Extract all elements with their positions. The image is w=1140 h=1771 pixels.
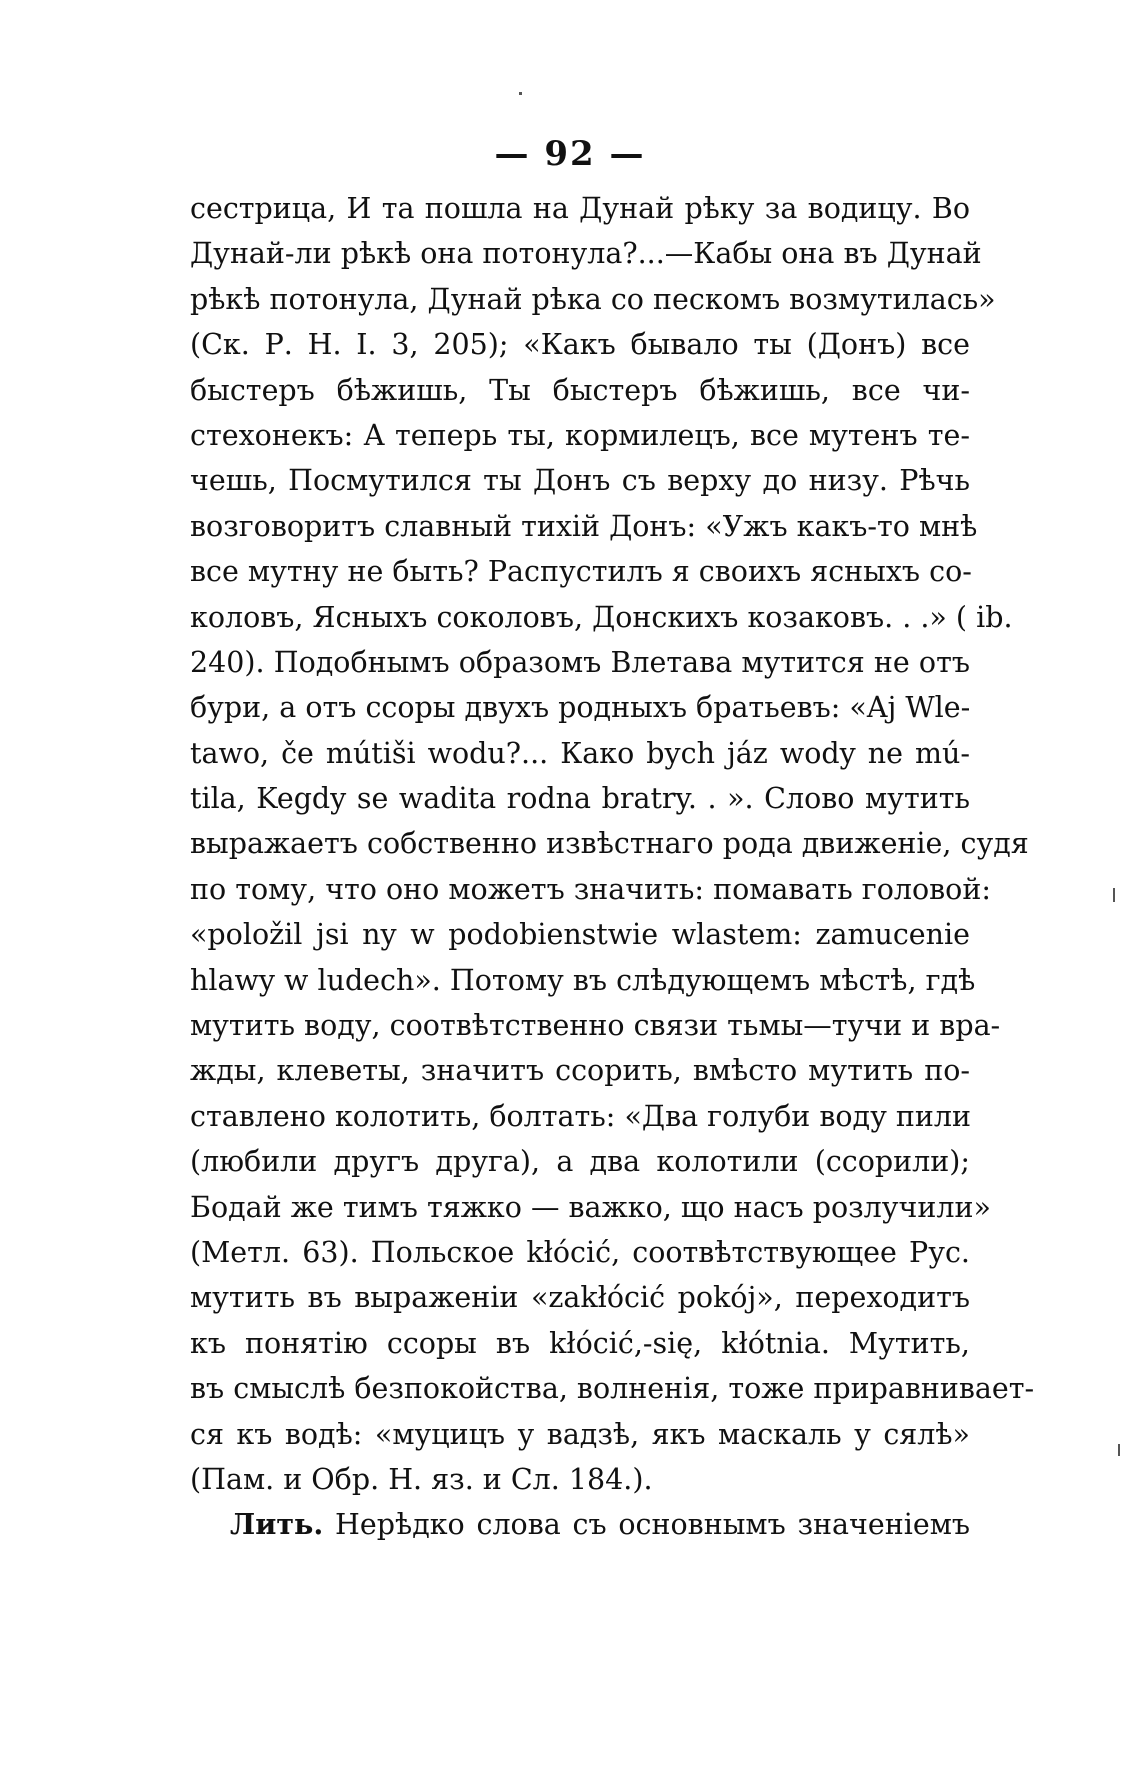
text-line: tila, Kegdy se wadita rodna bratry. . ». Слово мутить <box>190 782 970 816</box>
text-line: мутить воду, соотвѣтственно связи тьмы—тучи и вра- <box>190 1009 1001 1043</box>
text-line: рѣкѣ потонула, Дунай рѣка со пескомъ возмутилась» <box>190 282 996 316</box>
paragraph-start-line <box>190 1502 970 1547</box>
text-line: ставлено колотить, болтать: «Два голуби воду пили <box>190 1099 972 1133</box>
page-number: — 92 — <box>494 134 646 174</box>
text-line: (любили другъ друга), а два колотили (ссорили); <box>190 1145 970 1179</box>
text-line: Бодай же тимъ тяжко — важко, що насъ розлучили» <box>190 1190 991 1224</box>
text-line: tawo, če mútiši wodu?... Како bych jáz wody ne mú- <box>190 736 970 770</box>
scan-speck <box>1118 1444 1120 1456</box>
text-line: стехонекъ: А теперь ты, кормилецъ, все мутенъ те- <box>190 418 970 452</box>
scan-speck <box>519 92 522 95</box>
text-line: коловъ, Ясныхъ соколовъ, Донскихъ козаковъ. . .» ( ib. <box>190 600 1013 634</box>
text-line: по тому, что оно можетъ значить: помавать головой: <box>190 872 991 906</box>
page-body <box>190 186 1035 1548</box>
text-line: все мутну не быть? Распустилъ я своихъ ясныхъ со- <box>190 555 972 589</box>
text-line: жды, клеветы, значитъ ссорить, вмѣсто мутить по- <box>190 1054 970 1088</box>
text-line: Дунай-ли рѣкѣ она потонула?...—Кабы она въ Дунай <box>190 237 982 271</box>
text-line: (Ск. Р. Н. I. 3, 205); «Какъ бывало ты (Донъ) все <box>190 328 970 362</box>
text-line: чешь, Посмутился ты Донъ съ верху до низу. Рѣчь <box>190 464 970 498</box>
text-line: ся къ водѣ: «муцицъ у вадзѣ, якъ маскаль у сялѣ» <box>190 1417 970 1451</box>
text-line: «položil jsi ny w podobienstwie wlastem: zamucenie <box>190 918 970 952</box>
text-line: къ понятію ссоры въ kłócić,-się, kłótnia. Мутить, <box>190 1326 970 1360</box>
text-line: бури, а отъ ссоры двухъ родныхъ братьевъ: «Aj Wle- <box>190 691 971 725</box>
text-line: (Метл. 63). Польское kłócić, соотвѣтствующее Рус. <box>190 1235 970 1269</box>
text-line: сестрица, И та пошла на Дунай рѣку за водицу. Во <box>190 192 970 225</box>
text-line: выражаетъ собственно извѣстнаго рода движеніе, судя <box>190 827 1029 861</box>
text-line: (Пам. и Обр. Н. яз. и Сл. 184.). <box>190 1462 653 1496</box>
text-line: hlawy w ludech». Потому въ слѣдующемъ мѣстѣ, гдѣ <box>190 963 976 997</box>
text-line: въ смыслѣ безпокойства, волненія, тоже приравнивает- <box>190 1372 1035 1406</box>
text-line: 240). Подобнымъ образомъ Влетава мутится не отъ <box>190 645 970 679</box>
text-line: быстеръ бѣжишь, Ты быстеръ бѣжишь, все чи- <box>190 373 970 407</box>
text-line: возговоритъ славный тихій Донъ: «Ужъ какъ-то мнѣ <box>190 509 978 543</box>
section-heading: Лить. <box>230 1507 324 1542</box>
text-line: мутить въ выраженіи «zakłócić pokój», переходитъ <box>190 1281 970 1315</box>
paragraph-text: Нерѣдко слова съ основнымъ значеніемъ <box>323 1508 970 1542</box>
scan-speck <box>1113 888 1115 902</box>
